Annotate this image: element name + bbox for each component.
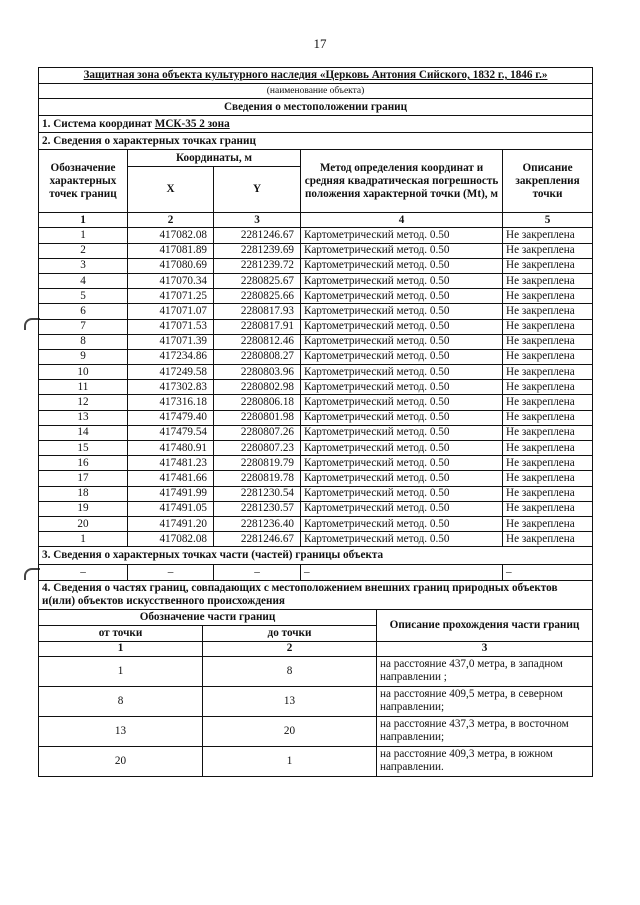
fixation-cell: Не закреплена [503, 501, 593, 516]
method-cell: Картометрический метод. 0.50 [301, 501, 503, 516]
method-cell: Картометрический метод. 0.50 [301, 334, 503, 349]
dash-cell: – [39, 565, 128, 580]
fixation-cell: Не закреплена [503, 228, 593, 243]
fixation-cell: Не закреплена [503, 516, 593, 531]
table-row [39, 334, 593, 349]
coordinate-system-label: 1. Система координат [42, 117, 155, 130]
document [38, 67, 592, 777]
table-row [39, 243, 593, 258]
table-row [39, 410, 593, 425]
method-cell: Картометрический метод. 0.50 [301, 228, 503, 243]
point-number-cell: 1 [39, 532, 128, 547]
table-row [39, 516, 593, 531]
x-coordinate-cell: 417480.91 [128, 441, 214, 456]
col-number: 1 [39, 641, 203, 656]
x-coordinate-cell: 417080.69 [128, 258, 214, 273]
header-part-desc: Описание прохождения части границ [377, 609, 593, 641]
method-cell: Картометрический метод. 0.50 [301, 289, 503, 304]
method-cell: Картометрический метод. 0.50 [301, 380, 503, 395]
table-row [39, 365, 593, 380]
y-coordinate-cell: 2280802.98 [214, 380, 301, 395]
point-number-cell: 7 [39, 319, 128, 334]
point-number-cell: 8 [39, 334, 128, 349]
object-title: Защитная зона объекта культурного наследия «Церковь Антония Сийского, 1832 г., 1846 г.» [39, 68, 593, 84]
x-coordinate-cell: 417071.25 [128, 289, 214, 304]
point-number-cell: 17 [39, 471, 128, 486]
fixation-cell: Не закреплена [503, 380, 593, 395]
x-coordinate-cell: 417081.89 [128, 243, 214, 258]
coordinate-system-row [39, 116, 593, 133]
point-number-cell: 1 [39, 228, 128, 243]
passage-description-cell: на расстояние 437,0 метра, в западном направлении ; [377, 656, 593, 686]
fixation-cell: Не закреплена [503, 273, 593, 288]
y-coordinate-cell: 2280817.91 [214, 319, 301, 334]
method-cell: Картометрический метод. 0.50 [301, 471, 503, 486]
point-number-cell: 4 [39, 273, 128, 288]
table-row [39, 349, 593, 364]
x-coordinate-cell: 417082.08 [128, 532, 214, 547]
from-point-cell: 13 [39, 716, 203, 746]
header-point: Обозначение характерных точек границ [39, 150, 128, 213]
method-cell: Картометрический метод. 0.50 [301, 516, 503, 531]
dash-cell: – [128, 565, 214, 580]
passage-description-cell: на расстояние 437,3 метра, в восточном направлении; [377, 716, 593, 746]
method-cell: Картометрический метод. 0.50 [301, 349, 503, 364]
dash-cell: – [503, 565, 593, 580]
coordinates-table [38, 67, 593, 581]
page-number: 17 [313, 36, 327, 51]
y-coordinate-cell: 2281230.57 [214, 501, 301, 516]
method-cell: Картометрический метод. 0.50 [301, 410, 503, 425]
table-row [39, 716, 593, 746]
to-point-cell: 20 [203, 716, 377, 746]
to-point-cell: 13 [203, 686, 377, 716]
y-coordinate-cell: 2281230.54 [214, 486, 301, 501]
header-coords: Координаты, м [128, 150, 301, 167]
to-point-cell: 1 [203, 746, 377, 776]
col-number: 5 [503, 213, 593, 228]
method-cell: Картометрический метод. 0.50 [301, 532, 503, 547]
header-parts: Обозначение части границ [39, 609, 377, 625]
x-coordinate-cell: 417316.18 [128, 395, 214, 410]
dash-cell: – [214, 565, 301, 580]
method-cell: Картометрический метод. 0.50 [301, 486, 503, 501]
header-desc: Описание закрепления точки [503, 150, 593, 213]
point-number-cell: 2 [39, 243, 128, 258]
x-coordinate-cell: 417491.05 [128, 501, 214, 516]
fixation-cell: Не закреплена [503, 289, 593, 304]
dash-cell: – [301, 565, 503, 580]
header-y: Y [214, 167, 301, 213]
y-coordinate-cell: 2281239.69 [214, 243, 301, 258]
fixation-cell: Не закреплена [503, 425, 593, 440]
table-row [39, 425, 593, 440]
table-row [39, 395, 593, 410]
x-coordinate-cell: 417070.34 [128, 273, 214, 288]
from-point-cell: 20 [39, 746, 203, 776]
fixation-cell: Не закреплена [503, 334, 593, 349]
section4-title: 4. Сведения о частях границ, совпадающих с местоположением внешних границ природных объектов и(или) объектов искусственного происхождения [39, 581, 593, 610]
table-row [39, 273, 593, 288]
col-number: 2 [203, 641, 377, 656]
point-number-cell: 13 [39, 410, 128, 425]
table-row [39, 532, 593, 547]
y-coordinate-cell: 2280808.27 [214, 349, 301, 364]
x-coordinate-cell: 417479.54 [128, 425, 214, 440]
passage-description-cell: на расстояние 409,5 метра, в северном направлении; [377, 686, 593, 716]
col-number: 3 [214, 213, 301, 228]
y-coordinate-cell: 2280819.78 [214, 471, 301, 486]
table-row [39, 319, 593, 334]
y-coordinate-cell: 2280812.46 [214, 334, 301, 349]
x-coordinate-cell: 417082.08 [128, 228, 214, 243]
col-number: 3 [377, 641, 593, 656]
table-row [39, 486, 593, 501]
x-coordinate-cell: 417071.39 [128, 334, 214, 349]
x-coordinate-cell: 417491.99 [128, 486, 214, 501]
y-coordinate-cell: 2280801.98 [214, 410, 301, 425]
table-row [39, 656, 593, 686]
x-coordinate-cell: 417302.83 [128, 380, 214, 395]
fixation-cell: Не закреплена [503, 471, 593, 486]
header-from: от точки [39, 625, 203, 641]
fixation-cell: Не закреплена [503, 365, 593, 380]
point-number-cell: 5 [39, 289, 128, 304]
fixation-cell: Не закреплена [503, 319, 593, 334]
to-point-cell: 8 [203, 656, 377, 686]
fixation-cell: Не закреплена [503, 486, 593, 501]
fixation-cell: Не закреплена [503, 532, 593, 547]
method-cell: Картометрический метод. 0.50 [301, 456, 503, 471]
method-cell: Картометрический метод. 0.50 [301, 319, 503, 334]
y-coordinate-cell: 2280825.66 [214, 289, 301, 304]
boundary-parts-table [38, 581, 593, 777]
method-cell: Картометрический метод. 0.50 [301, 425, 503, 440]
point-number-cell: 16 [39, 456, 128, 471]
fixation-cell: Не закреплена [503, 410, 593, 425]
object-subtitle: (наименование объекта) [39, 84, 593, 99]
fixation-cell: Не закреплена [503, 441, 593, 456]
header-x: X [128, 167, 214, 213]
point-number-cell: 20 [39, 516, 128, 531]
coordinate-system-value: МСК-35 2 зона [154, 117, 230, 130]
method-cell: Картометрический метод. 0.50 [301, 395, 503, 410]
point-number-cell: 10 [39, 365, 128, 380]
x-coordinate-cell: 417071.53 [128, 319, 214, 334]
table-row [39, 304, 593, 319]
y-coordinate-cell: 2281246.67 [214, 532, 301, 547]
x-coordinate-cell: 417481.66 [128, 471, 214, 486]
x-coordinate-cell: 417249.58 [128, 365, 214, 380]
y-coordinate-cell: 2280825.67 [214, 273, 301, 288]
y-coordinate-cell: 2281236.40 [214, 516, 301, 531]
fixation-cell: Не закреплена [503, 258, 593, 273]
header-method: Метод определения координат и средняя квадратическая погрешность положения характерной точки (Mt), м [301, 150, 503, 213]
table-row [39, 501, 593, 516]
method-cell: Картометрический метод. 0.50 [301, 273, 503, 288]
table-row [39, 289, 593, 304]
col-number: 2 [128, 213, 214, 228]
fixation-cell: Не закреплена [503, 304, 593, 319]
section3-title: 3. Сведения о характерных точках части (частей) границы объекта [39, 547, 593, 565]
point-number-cell: 12 [39, 395, 128, 410]
y-coordinate-cell: 2280817.93 [214, 304, 301, 319]
point-number-cell: 3 [39, 258, 128, 273]
y-coordinate-cell: 2281239.72 [214, 258, 301, 273]
table-row [39, 746, 593, 776]
y-coordinate-cell: 2280819.79 [214, 456, 301, 471]
from-point-cell: 1 [39, 656, 203, 686]
header-to: до точки [203, 625, 377, 641]
section-title: Сведения о местоположении границ [39, 99, 593, 116]
table-row [39, 228, 593, 243]
point-number-cell: 11 [39, 380, 128, 395]
from-point-cell: 8 [39, 686, 203, 716]
passage-description-cell: на расстояние 409,3 метра, в южном направлении. [377, 746, 593, 776]
table-row [39, 380, 593, 395]
x-coordinate-cell: 417234.86 [128, 349, 214, 364]
table-row [39, 471, 593, 486]
method-cell: Картометрический метод. 0.50 [301, 258, 503, 273]
point-number-cell: 18 [39, 486, 128, 501]
fixation-cell: Не закреплена [503, 395, 593, 410]
y-coordinate-cell: 2280806.18 [214, 395, 301, 410]
x-coordinate-cell: 417071.07 [128, 304, 214, 319]
method-cell: Картометрический метод. 0.50 [301, 365, 503, 380]
col-number: 1 [39, 213, 128, 228]
x-coordinate-cell: 417479.40 [128, 410, 214, 425]
fixation-cell: Не закреплена [503, 456, 593, 471]
point-number-cell: 6 [39, 304, 128, 319]
section2-title: 2. Сведения о характерных точках границ [39, 133, 593, 150]
x-coordinate-cell: 417491.20 [128, 516, 214, 531]
table-row [39, 441, 593, 456]
y-coordinate-cell: 2280807.26 [214, 425, 301, 440]
x-coordinate-cell: 417481.23 [128, 456, 214, 471]
fixation-cell: Не закреплена [503, 243, 593, 258]
method-cell: Картометрический метод. 0.50 [301, 441, 503, 456]
point-number-cell: 19 [39, 501, 128, 516]
point-number-cell: 14 [39, 425, 128, 440]
table-row [39, 686, 593, 716]
fixation-cell: Не закреплена [503, 349, 593, 364]
point-number-cell: 15 [39, 441, 128, 456]
y-coordinate-cell: 2280807.23 [214, 441, 301, 456]
point-number-cell: 9 [39, 349, 128, 364]
y-coordinate-cell: 2281246.67 [214, 228, 301, 243]
method-cell: Картометрический метод. 0.50 [301, 304, 503, 319]
y-coordinate-cell: 2280803.96 [214, 365, 301, 380]
col-number: 4 [301, 213, 503, 228]
table-row [39, 456, 593, 471]
table-row [39, 258, 593, 273]
method-cell: Картометрический метод. 0.50 [301, 243, 503, 258]
